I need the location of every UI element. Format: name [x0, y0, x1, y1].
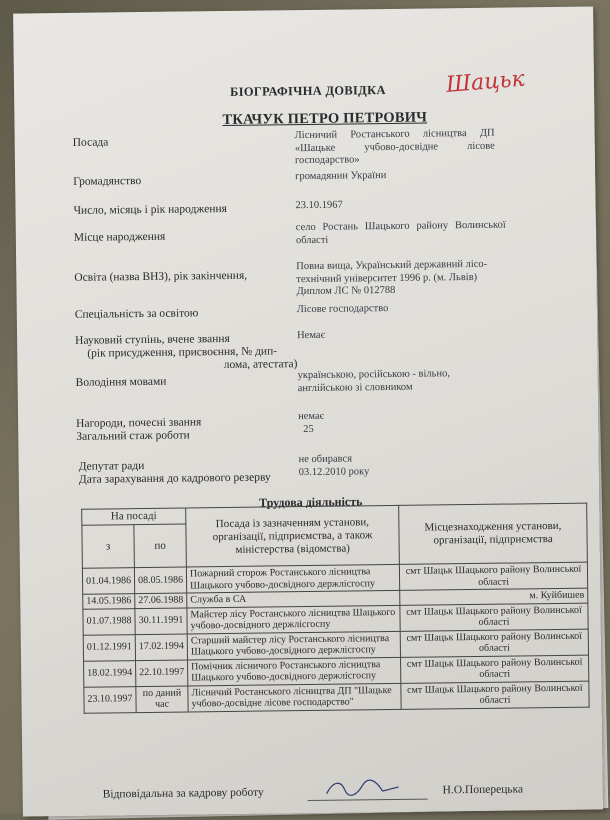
specialty-value: Лісове господарство — [296, 303, 389, 316]
col-to-header: по — [134, 524, 187, 568]
languages-value: українською, російською - вільно, англійською зі словником — [297, 368, 450, 394]
table-row — [84, 681, 589, 713]
birthplace-label: Місце народження — [73, 230, 166, 244]
degree-label: Науковий ступінь, вчене звання — [75, 332, 230, 347]
row-from: 01.12.1991 — [83, 634, 135, 661]
birthdate-value: 23.10.1967 — [295, 199, 343, 212]
row-location: смт Шацьк Шацького району Волинської області — [401, 655, 589, 683]
row-from: 18.02.1994 — [84, 660, 136, 687]
row-to: 08.05.1986 — [134, 567, 186, 594]
citizenship-label: Громадянство — [73, 175, 142, 188]
degree-value: Немає — [297, 329, 326, 342]
row-position: Служба в СА — [187, 590, 400, 607]
handwritten-note: Шацьк — [445, 66, 526, 98]
row-from: 23.10.1997 — [84, 686, 136, 713]
row-position: Майстер лісу Ростанського лісництва Шацького учбово-досвідного держлісгоспу — [187, 605, 400, 634]
row-from: 14.05.1986 — [83, 594, 135, 609]
col-from-header: з — [82, 525, 135, 569]
birthplace-value: село Ростань Шацького району Волинської області — [295, 219, 506, 246]
row-position: Старший майстер лісу Ростанського лісництва Шацького учбово-досвідного держлісгоспу — [187, 631, 400, 660]
degree-label-detail: (рік присудження, присвоєння, № дип- — [87, 345, 278, 360]
awards-value: немає — [297, 410, 325, 423]
row-to: по даний час — [136, 685, 188, 712]
row-location: смт Шацьк Шацького району Волинської області — [400, 629, 588, 657]
work-section-title: Трудова діяльність — [259, 494, 363, 510]
person-name: ТКАЧУК ПЕТРО ПЕТРОВИЧ — [222, 109, 428, 129]
signature-scribble — [322, 775, 402, 802]
responsible-label: Відповідальна за кадрову роботу — [102, 786, 264, 801]
position-value: Лісничий Ростанського лісництва ДП «Шацьке учбово-досвідне лісове господарство» — [294, 127, 495, 167]
document-page — [13, 6, 603, 816]
row-position: Лісничий Ростанського лісництва ДП "Шацьке учбово-досвідне лісове господарство" — [188, 683, 401, 712]
position-label: Посада — [72, 136, 109, 149]
work-history-table — [81, 503, 589, 714]
languages-label: Володіння мовами — [75, 375, 167, 389]
row-location: смт Шацьк Шацького району Волинської області — [401, 681, 589, 709]
deputy-value: не обирався — [298, 453, 353, 466]
degree-label-detail-end: лома, атестата) — [223, 358, 298, 372]
reserve-value: 03.12.2010 року — [298, 466, 370, 479]
row-position: Помічник лісничого Ростанського лісництва Шацького учбово-досвідного держлісгоспу — [188, 657, 401, 686]
deputy-label: Депутат ради — [78, 460, 145, 473]
reserve-label: Дата зарахування до кадрового резерву — [78, 471, 271, 486]
col-location-header: Місцезнаходження установи, організації, підприємства — [399, 503, 588, 564]
document-title: БІОГРАФІЧНА ДОВІДКА — [230, 83, 386, 99]
row-location: м. Куйбишев — [400, 588, 588, 605]
row-from: 01.07.1988 — [83, 608, 135, 635]
row-to: 22.10.1997 — [136, 659, 188, 686]
col-period-header: На посаді — [82, 508, 186, 525]
row-to: 27.06.1988 — [135, 593, 187, 608]
row-from: 01.04.1986 — [82, 568, 134, 595]
awards-label: Нагороди, почесні звання — [76, 416, 202, 430]
row-to: 17.02.1994 — [135, 633, 187, 660]
responsible-name: Н.О.Поперецька — [442, 783, 524, 797]
row-to: 30.11.1991 — [135, 607, 187, 634]
birthdate-label: Число, місяць і рік народження — [73, 202, 227, 217]
specialty-label: Спеціальність за освітою — [74, 307, 199, 321]
col-position-header: Посада із зазначенням установи, організації, підприємства, а також міністерства (відомства) — [186, 505, 400, 567]
education-value: Повна вища, Український державний лісо-технічний університет 1996 р. (м. Львів) Диплом ЛС № 012788 — [296, 258, 488, 298]
experience-label: Загальний стаж роботи — [76, 429, 190, 443]
row-position: Пожарний сторож Ростанського лісництва Шацького учбово-досвідного держлісгоспу — [186, 564, 399, 593]
row-location: смт Шацьк Шацького району Волинської області — [400, 603, 588, 631]
row-location: смт Шацьк Шацького району Волинської області — [399, 562, 587, 590]
education-label: Освіта (назва ВНЗ), рік закінчення, — [74, 269, 248, 284]
experience-value: 25 — [303, 423, 314, 436]
citizenship-value: громадянин України — [295, 170, 387, 183]
